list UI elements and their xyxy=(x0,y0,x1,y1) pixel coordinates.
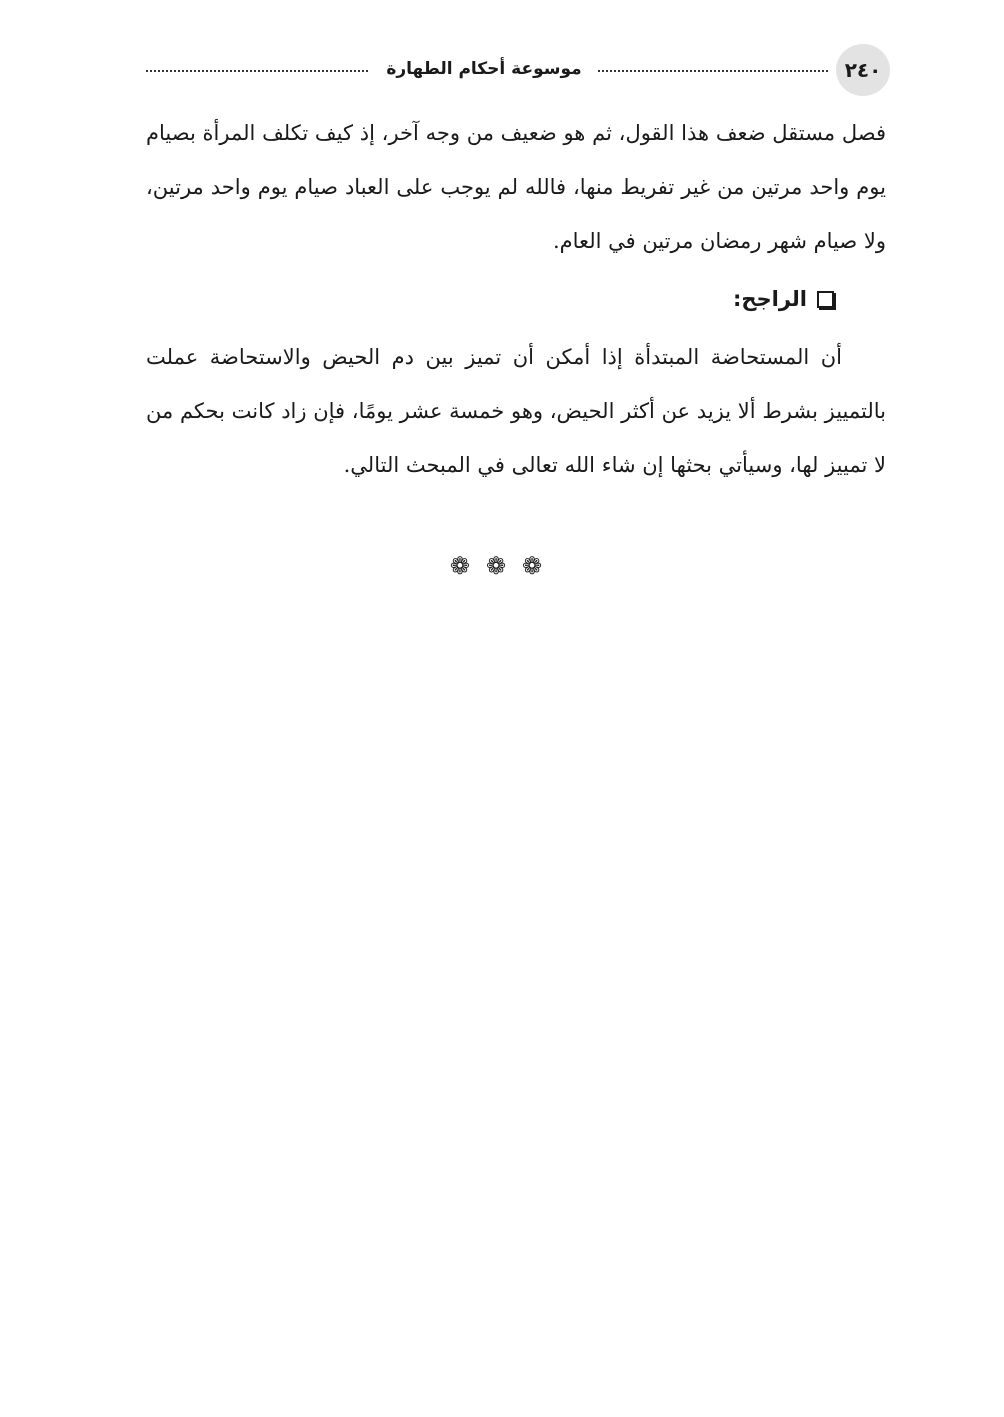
heading-label: الراجح: xyxy=(732,287,807,311)
flower-ornament-icon: ❁ xyxy=(485,552,519,580)
flower-ornament-icon: ❁ xyxy=(522,552,555,580)
square-bullet-icon xyxy=(817,291,834,308)
header-dotted-rule-left xyxy=(146,70,368,72)
section-separator xyxy=(0,552,1004,580)
page-header xyxy=(146,44,890,96)
flower-ornament-icon: ❁ xyxy=(449,552,482,580)
page-number-badge: ٢٤٠ xyxy=(836,44,890,96)
section-heading xyxy=(146,274,886,324)
main-text xyxy=(146,106,886,492)
running-title: موسوعة أحكام الطهارة xyxy=(386,59,582,79)
header-dotted-rule-right xyxy=(598,70,828,72)
paragraph-conclusion: أن المستحاضة المبتدأة إذا أمكن أن تميز بين دم الحيض والاستحاضة عملت بالتمييز بشرط ألا يزيد عن أكثر الحيض، وهو خمسة عشر يومًا، فإن زاد كانت بحكم من لا تمييز لها، وسيأتي بحثها إن شاء الله تعالى في المبحث التالي. xyxy=(146,345,886,477)
paragraph-continuation: فصل مستقل ضعف هذا القول، ثم هو ضعيف من وجه آخر، إذ كيف تكلف المرأة بصيام يوم واحد مرتين من غير تفريط منها، فالله لم يوجب على العباد صيام يوم واحد مرتين، ولا صيام شهر رمضان مرتين في العام. xyxy=(146,121,886,253)
